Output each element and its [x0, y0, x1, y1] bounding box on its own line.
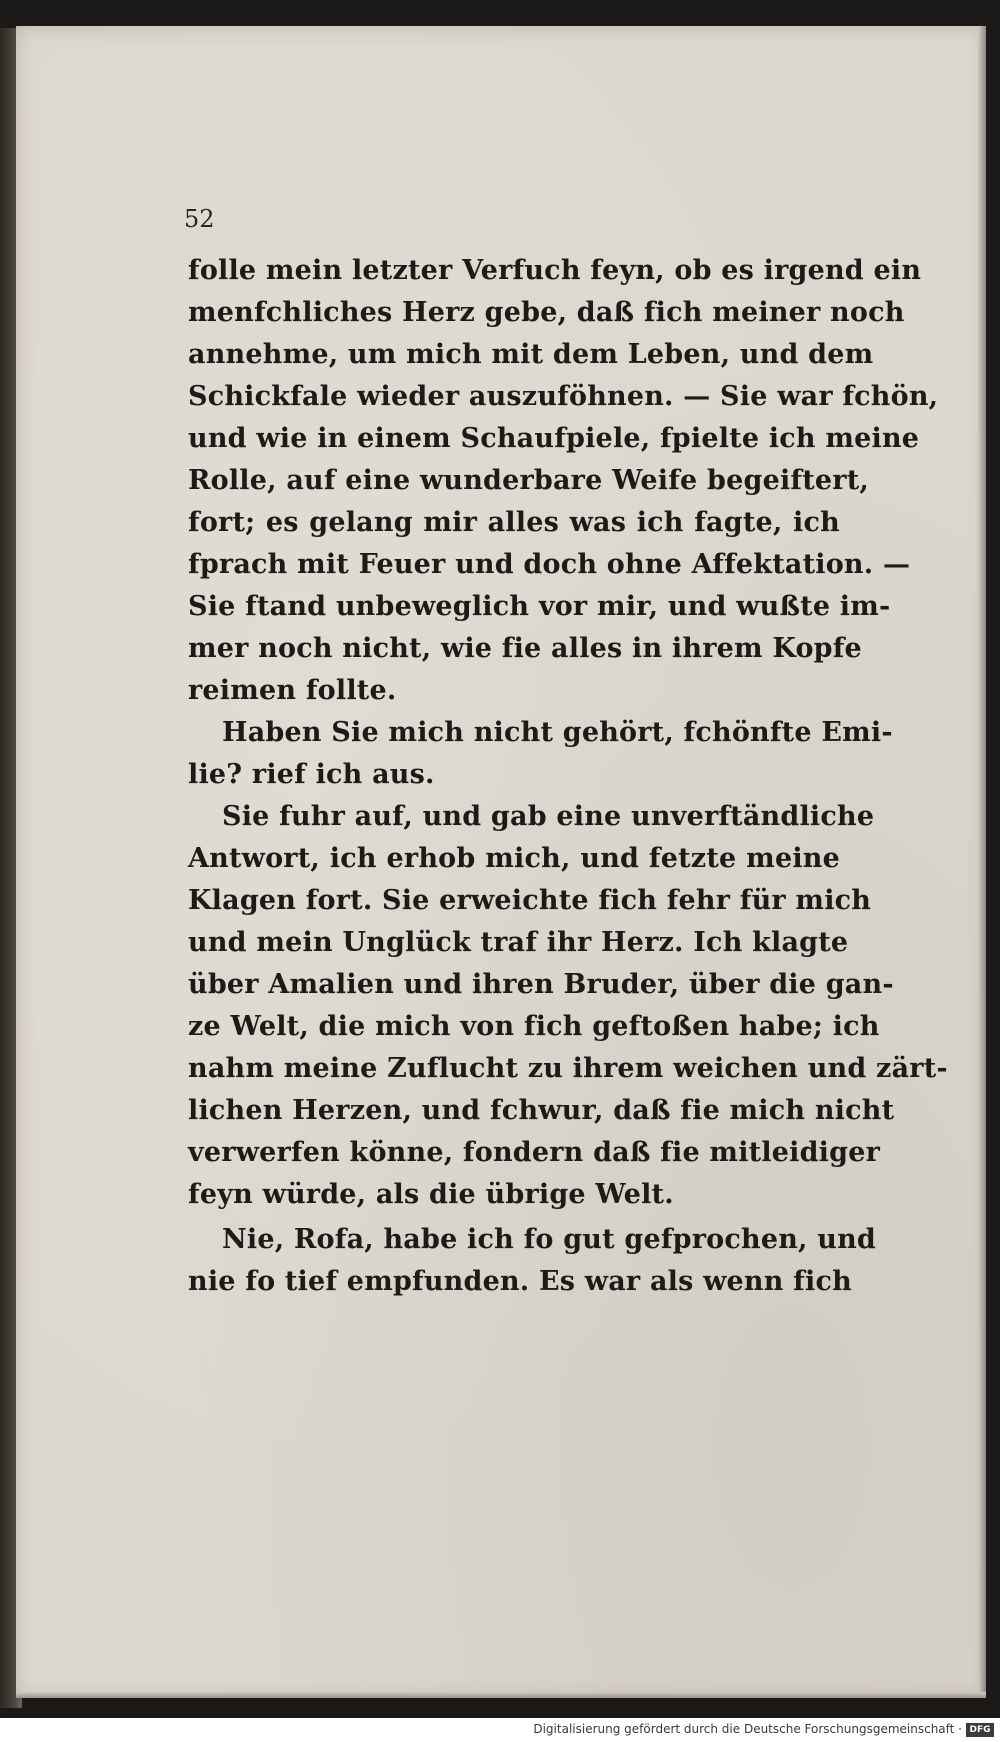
text-line: fort; es gelang mir alles was ich fagte, ich [188, 507, 840, 538]
page-right-edge [978, 26, 986, 1698]
text-line: Rolle, auf eine wunderbare Weife begeiftert, [188, 465, 869, 496]
text-line: Haben Sie mich nicht gehört, fchönfte Emi- [222, 717, 893, 748]
page-bottom-edge [16, 1692, 986, 1698]
text-line: lie? rief ich aus. [188, 759, 435, 790]
text-line: nahm meine Zuflucht zu ihrem weichen und zärt- [188, 1053, 948, 1084]
text-line: und wie in einem Schaufpiele, fpielte ich meine [188, 423, 920, 454]
text-line: ze Welt, die mich von fich geftoßen habe; ich [188, 1011, 880, 1042]
text-line: fprach mit Feuer und doch ohne Affektation. — [188, 549, 911, 580]
page-number: 52 [184, 205, 215, 233]
text-line: menfchliches Herz gebe, daß fich meiner noch [188, 297, 905, 328]
text-line: annehme, um mich mit dem Leben, und dem [188, 339, 874, 370]
footer-bar [0, 1718, 1000, 1742]
text-line: Antwort, ich erhob mich, und fetzte meine [188, 843, 840, 874]
text-line: reimen follte. [188, 675, 397, 706]
text-line: Schickfale wieder auszuföhnen. — Sie war fchön, [188, 381, 939, 412]
text-line: über Amalien und ihren Bruder, über die gan- [188, 969, 894, 1000]
text-line: verwerfen könne, fondern daß fie mitleidiger [188, 1137, 881, 1168]
text-line: feyn würde, als die übrige Welt. [188, 1179, 674, 1210]
text-line: und mein Unglück traf ihr Herz. Ich klagte [188, 927, 849, 958]
text-line: Klagen fort. Sie erweichte fich fehr für mich [188, 885, 872, 916]
text-line: folle mein letzter Verfuch feyn, ob es irgend ein [188, 255, 922, 286]
dfg-logo: DFG [966, 1723, 994, 1737]
text-line: Sie fuhr auf, und gab eine unverftändliche [222, 801, 875, 832]
text-line: Nie, Rofa, habe ich fo gut gefprochen, und [222, 1224, 876, 1255]
text-line: nie fo tief empfunden. Es war als wenn fich [188, 1266, 852, 1297]
text-line: lichen Herzen, und fchwur, daß fie mich nicht [188, 1095, 895, 1126]
text-line: Sie ftand unbeweglich vor mir, und wußte im- [188, 591, 891, 622]
text-line: mer noch nicht, wie fie alles in ihrem Kopfe [188, 633, 862, 664]
funding-credit: Digitalisierung gefördert durch die Deutsche Forschungsgemeinschaft · [533, 1722, 962, 1736]
